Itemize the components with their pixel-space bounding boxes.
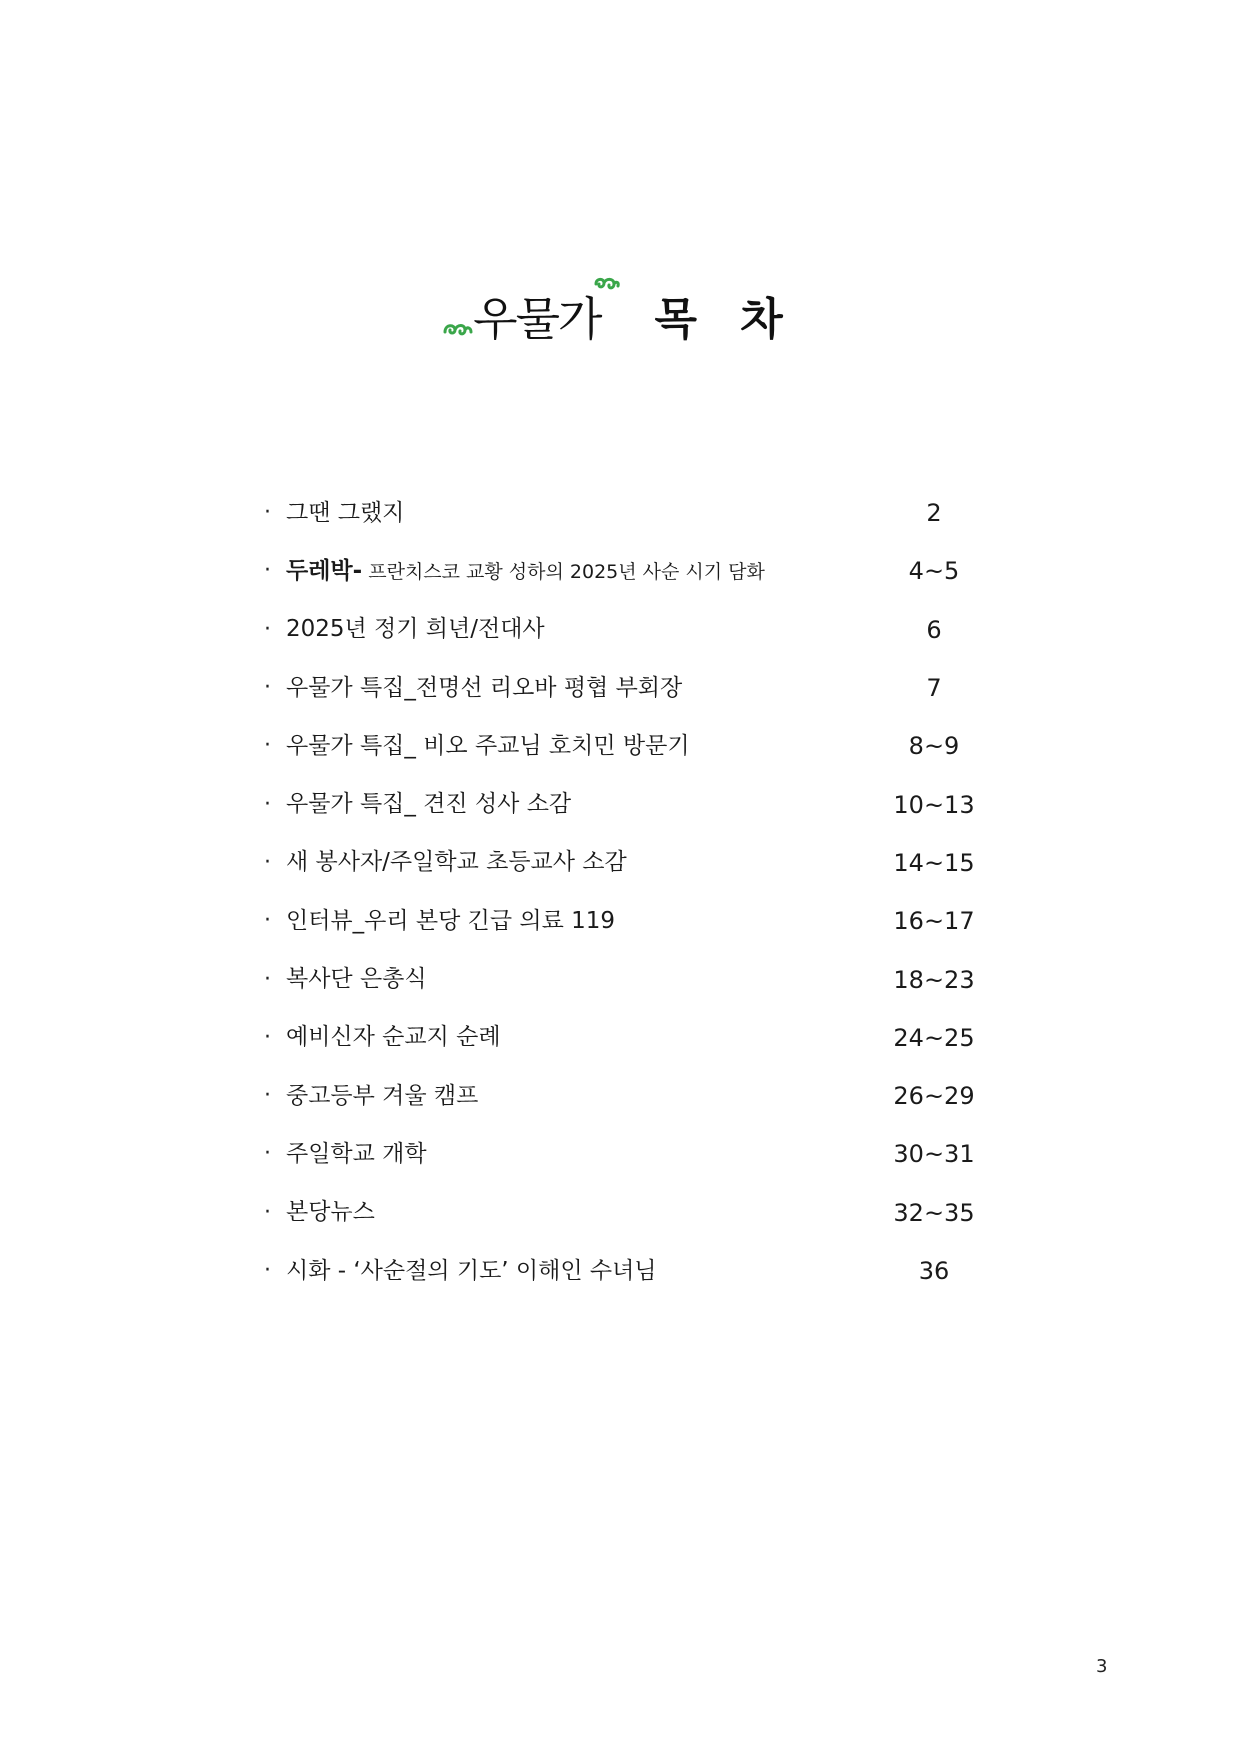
toc-item-page: 2 bbox=[926, 499, 942, 528]
bullet-icon: · bbox=[264, 675, 271, 701]
toc-item bbox=[264, 1009, 984, 1067]
toc-item-title: 예비신자 순교지 순례 bbox=[286, 1024, 501, 1051]
bullet-icon: · bbox=[264, 1024, 271, 1050]
toc-item bbox=[264, 775, 984, 833]
bullet-icon: · bbox=[264, 733, 271, 759]
toc-item bbox=[264, 950, 984, 1008]
toc-header bbox=[0, 268, 1240, 348]
toc-item-title: 복사단 은총식 bbox=[286, 966, 427, 993]
toc-item bbox=[264, 484, 984, 542]
bullet-icon: · bbox=[264, 558, 271, 584]
page-number: 3 bbox=[1096, 1656, 1108, 1677]
toc-item-page: 32~35 bbox=[893, 1198, 975, 1227]
right-swirl-ornament-icon bbox=[594, 276, 620, 294]
bullet-icon: · bbox=[264, 1258, 271, 1283]
toc-item bbox=[264, 1242, 984, 1300]
toc-item bbox=[264, 717, 984, 775]
toc-item-title-sub: 프란치스코 교황 성하의 2025년 사순 시기 담화 bbox=[362, 560, 765, 583]
bullet-icon: · bbox=[264, 500, 271, 526]
bullet-icon: · bbox=[264, 966, 271, 992]
toc-item-page: 16~17 bbox=[893, 907, 975, 936]
toc-item-title bbox=[286, 557, 765, 584]
toc-item-title-strong: 두레박- bbox=[286, 557, 363, 584]
toc-item-title: 2025년 정기 희년/전대사 bbox=[286, 616, 545, 643]
toc-item bbox=[264, 1067, 984, 1125]
bullet-icon: · bbox=[264, 1141, 271, 1167]
bullet-icon: · bbox=[264, 616, 271, 642]
toc-item-page: 10~13 bbox=[893, 790, 975, 819]
bullet-icon: · bbox=[264, 849, 271, 875]
toc-item-title: 새 봉사자/주일학교 초등교사 소감 bbox=[286, 849, 627, 876]
toc-item-page: 30~31 bbox=[893, 1140, 975, 1169]
bullet-icon: · bbox=[264, 1199, 271, 1225]
toc-item-page: 36 bbox=[918, 1257, 950, 1285]
toc-item bbox=[264, 1125, 984, 1183]
toc-item-page: 7 bbox=[926, 674, 942, 703]
toc-item bbox=[264, 892, 984, 950]
toc-item-title: 우물가 특집_ 비오 주교님 호치민 방문기 bbox=[286, 732, 690, 759]
toc-item-page: 8~9 bbox=[908, 732, 960, 761]
toc-item-page: 6 bbox=[926, 615, 942, 644]
toc-item-title: 인터뷰_우리 본당 긴급 의료 119 bbox=[286, 907, 616, 934]
toc-item-title: 시화 - ‘사순절의 기도’ 이해인 수녀님 bbox=[286, 1257, 657, 1284]
magazine-logo bbox=[443, 268, 620, 348]
toc-item-page: 26~29 bbox=[893, 1082, 975, 1111]
toc-item-page: 14~15 bbox=[893, 848, 975, 877]
left-swirl-ornament-icon bbox=[443, 320, 473, 338]
toc-item bbox=[264, 1184, 984, 1242]
bullet-icon: · bbox=[264, 908, 271, 934]
toc-item-page: 24~25 bbox=[893, 1023, 975, 1052]
toc-item-title: 그땐 그랬지 bbox=[286, 499, 405, 526]
toc-item bbox=[264, 834, 984, 892]
toc-heading: 목 차 bbox=[654, 294, 797, 345]
toc-item-page: 18~23 bbox=[893, 965, 975, 994]
toc-item-title: 우물가 특집_전명선 리오바 평협 부회장 bbox=[286, 674, 683, 701]
toc-item-title: 주일학교 개학 bbox=[286, 1140, 427, 1167]
toc-item-title: 중고등부 겨울 캠프 bbox=[286, 1082, 479, 1109]
toc-item-title: 우물가 특집_ 견진 성사 소감 bbox=[286, 791, 572, 818]
toc-item-page: 4~5 bbox=[908, 557, 960, 586]
logo-text: 우물가 bbox=[473, 292, 601, 346]
toc-item-title: 본당뉴스 bbox=[286, 1199, 375, 1226]
toc-item bbox=[264, 542, 984, 600]
toc-item bbox=[264, 601, 984, 659]
toc-item bbox=[264, 659, 984, 717]
bullet-icon: · bbox=[264, 791, 271, 817]
table-of-contents bbox=[264, 484, 984, 1300]
bullet-icon: · bbox=[264, 1083, 271, 1109]
